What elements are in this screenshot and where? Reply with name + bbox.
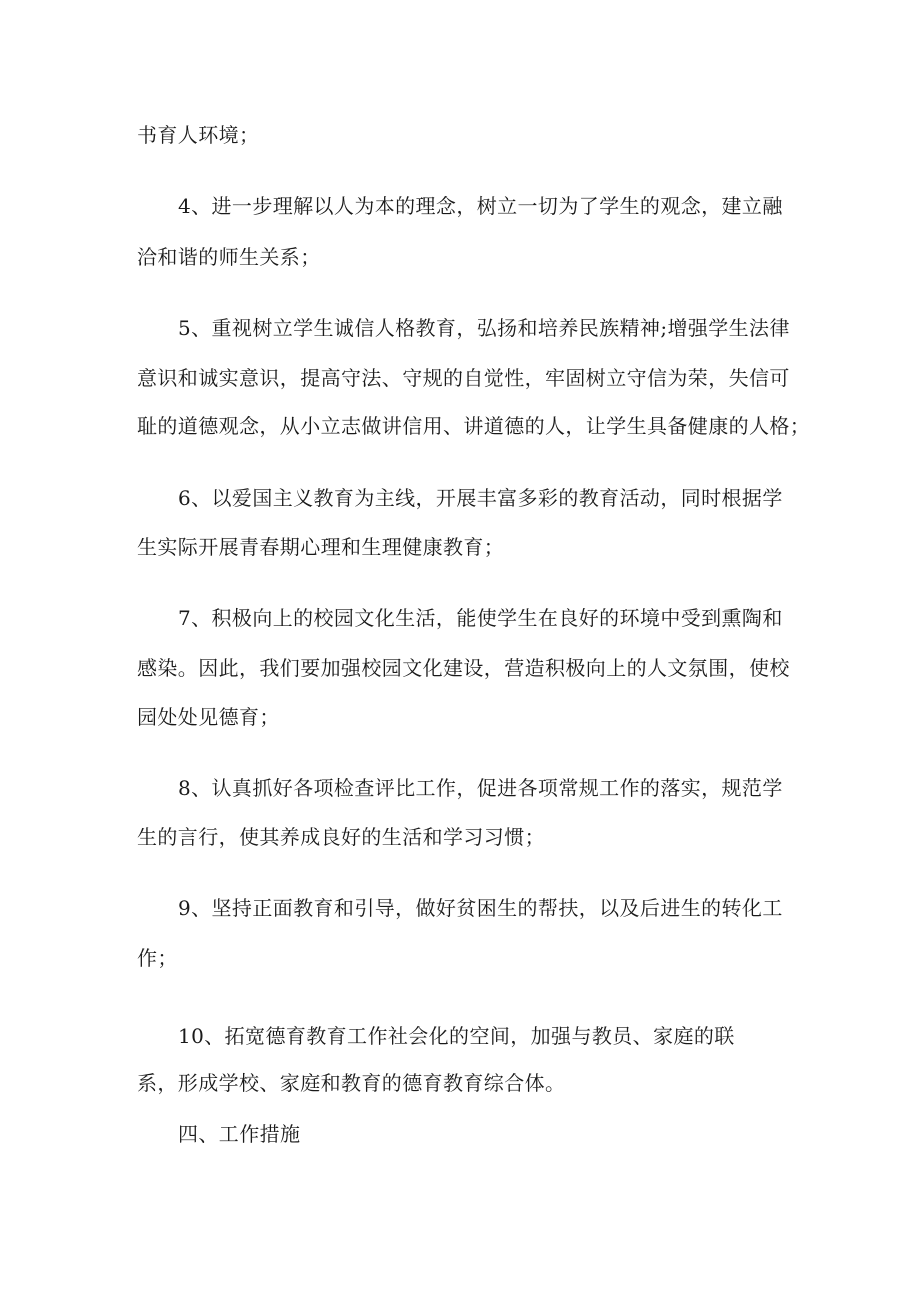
text-line: 9、坚持正面教育和引导，做好贫困生的帮扶，以及后进生的转化工 [178, 896, 783, 920]
text-line: 书育人环境； [137, 123, 260, 147]
text-line: 7、积极向上的校园文化生活，能使学生在良好的环境中受到熏陶和 [178, 606, 783, 630]
text-line: 6、以爱国主义教育为主线，开展丰富多彩的教育活动，同时根据学 [178, 486, 783, 510]
text-line: 意识和诚实意识，提高守法、守规的自觉性，牢固树立守信为荣，失信可 [137, 366, 790, 390]
text-line: 生的言行，使其养成良好的生活和学习习惯； [137, 825, 545, 849]
text-line: 8、认真抓好各项检查评比工作，促进各项常规工作的落实，规范学 [178, 776, 783, 800]
text-line: 4、进一步理解以人为本的理念，树立一切为了学生的观念，建立融 [178, 194, 783, 218]
text-line: 生实际开展青春期心理和生理健康教育； [137, 535, 505, 559]
text-line: 洽和谐的师生关系； [137, 245, 321, 269]
text-line: 耻的道德观念，从小立志做讲信用、讲道德的人，让学生具备健康的人格； [137, 414, 811, 438]
text-line: 作； [137, 946, 178, 970]
text-line: 10、拓宽德育教育工作社会化的空间，加强与教员、家庭的联 [178, 1024, 735, 1048]
text-line: 5、重视树立学生诚信人格教育，弘扬和培养民族精神;增强学生法律 [178, 316, 790, 340]
text-line: 系，形成学校、家庭和教育的德育教育综合体。 [137, 1071, 566, 1095]
text-line: 园处处见德育； [137, 705, 280, 729]
text-line: 感染。因此，我们要加强校园文化建设，营造积极向上的人文氛围，使校 [137, 656, 790, 680]
section-heading: 四、工作措施 [178, 1122, 301, 1146]
